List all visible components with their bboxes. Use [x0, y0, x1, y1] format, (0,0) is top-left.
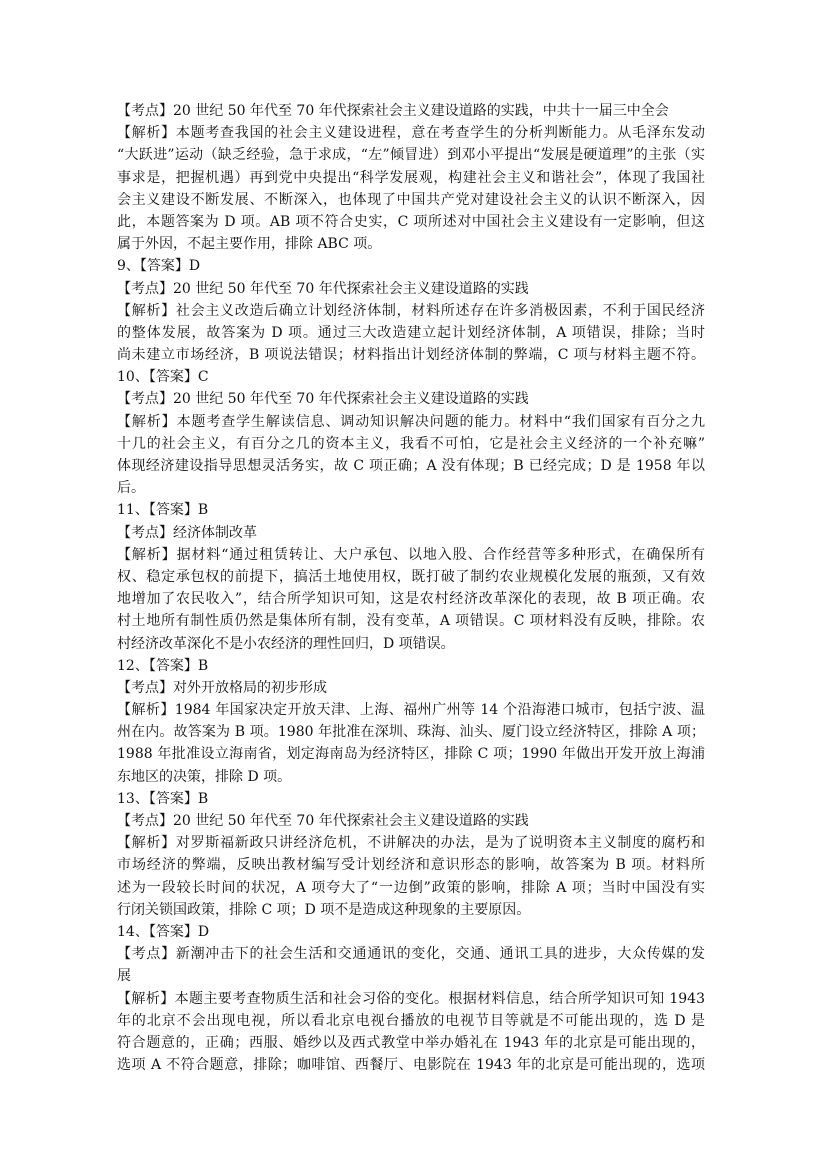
text-line: 9、【答案】D [117, 258, 201, 275]
text-line: 会主义建设不断发展、不断深入，也体现了中国共产党对建设社会主义的认识不断深入，因 [117, 191, 705, 208]
text-line: 行闭关锁国政策，排除 C 项；D 项不是造成这种现象的主要原因。 [117, 901, 531, 918]
text-line: 展 [117, 968, 131, 985]
text-line: 【解析】据材料“通过租赁转让、大户承包、以地入股、合作经营等多种形式，在确保所有 [117, 546, 705, 563]
text-line: 年的北京不会出现电视，所以看北京电视台播放的电视节目等就是不可能出现的，选 D 是 [117, 1012, 705, 1029]
text-line: 【解析】社会主义改造后确立计划经济体制，材料所述存在许多消极因素，不利于国民经济 [117, 302, 705, 319]
text-line: 选项 A 不符合题意，排除；咖啡馆、西餐厅、电影院在 1943 年的北京是可能出现的，选项 [117, 1057, 705, 1074]
document-body [117, 100, 705, 1076]
text-line: “大跃进”运动（缺乏经验，急于求成，“左”倾冒进）到邓小平提出“发展是硬道理”的主张（实 [117, 147, 705, 164]
text-line: 权、稳定承包权的前提下，搞活土地使用权，既打破了制约农业规模化发展的瓶颈，又有效 [117, 568, 705, 585]
text-line: 【解析】本题考查我国的社会主义建设进程，意在考查学生的分析判断能力。从毛泽东发动 [117, 125, 705, 142]
text-line: 此，本题答案为 D 项。AB 项不符合史实，C 项所述对中国社会主义建设有一定影响，但这 [117, 213, 705, 230]
text-line: 【解析】本题主要考查物质生活和社会习俗的变化。根据材料信息，结合所学知识可知 1943 [117, 990, 705, 1007]
text-line: 属于外因，不起主要作用，排除 ABC 项。 [117, 236, 382, 253]
text-line: 地增加了农民收入”，结合所学知识可知，这是农村经济改革深化的表现，故 B 项正确。农 [117, 591, 705, 608]
text-line: 体现经济建设指导思想灵活务实，故 C 项正确；A 没有体现；B 已经完成；D 是 1958 年以 [117, 458, 705, 474]
text-line: 【解析】对罗斯福新政只讲经济危机，不讲解决的办法，是为了说明资本主义制度的腐朽和 [117, 835, 705, 852]
text-line: 东地区的决策，排除 D 项。 [117, 768, 292, 785]
text-line: 十几的社会主义，有百分之几的资本主义，我看不可怕，它是社会主义经济的一个补充嘛” [117, 435, 705, 452]
text-line: 述为一段较长时间的状况，A 项夸大了“一边倒”政策的影响，排除 A 项；当时中国没有实 [117, 879, 705, 896]
text-line: 【考点】新潮冲击下的社会生活和交通通讯的变化，交通、通讯工具的进步，大众传媒的发 [117, 946, 705, 963]
text-line: 【解析】本题考查学生解读信息、调动知识解决问题的能力。材料中“我们国家有百分之九 [117, 413, 705, 430]
text-line: 【考点】对外开放格局的初步形成 [117, 679, 327, 696]
text-line: 【考点】20 世纪 50 年代至 70 年代探索社会主义建设道路的实践 [117, 813, 529, 829]
text-line: 11、【答案】B [117, 502, 209, 519]
text-line: 【考点】20 世纪 50 年代至 70 年代探索社会主义建设道路的实践，中共十一届三中全会 [117, 103, 669, 119]
text-line: 州在内。故答案为 B 项。1980 年批准在深圳、珠海、汕头、厦门设立经济特区，排除 A 项； [117, 724, 705, 741]
text-line: 【考点】经济体制改革 [117, 524, 257, 541]
text-line: 的整体发展，故答案为 D 项。通过三大改造建立起计划经济体制，A 项错误，排除；当时 [117, 324, 705, 341]
text-line: 10、【答案】C [117, 369, 209, 386]
text-line: 符合题意的，正确；西服、婚纱以及西式教堂中举办婚礼在 1943 年的北京是可能出现的， [117, 1034, 705, 1051]
text-line: 【考点】20 世纪 50 年代至 70 年代探索社会主义建设道路的实践 [117, 280, 529, 297]
text-line: 【解析】1984 年国家决定开放天津、上海、福州广州等 14 个沿海港口城市，包括宁波、温 [117, 702, 705, 719]
text-line: 尚未建立市场经济，B 项说法错误；材料指出计划经济体制的弊端，C 项与材料主题不符。 [117, 347, 705, 364]
text-line: 14、【答案】D [117, 923, 210, 940]
text-line: 后。 [117, 480, 145, 497]
text-line: 村经济改革深化不是小农经济的理性回归，D 项错误。 [117, 635, 455, 652]
text-line: 事求是，把握机遇）再到党中央提出“科学发展观，构建社会主义和谐社会”，体现了我国社 [117, 169, 705, 186]
text-line: 市场经济的弊端，反映出教材编写受计划经济和意识形态的影响，故答案为 B 项。材料所 [117, 857, 705, 874]
text-line: 12、【答案】B [117, 657, 209, 674]
text-line: 村土地所有制性质仍然是集体所有制，没有变革，A 项错误。C 项材料没有反映，排除。农 [117, 613, 705, 630]
text-line: 1988 年批准设立海南省，划定海南岛为经济特区，排除 C 项；1990 年做出开发开放上海浦 [117, 746, 705, 763]
text-line: 【考点】20 世纪 50 年代至 70 年代探索社会主义建设道路的实践 [117, 391, 529, 408]
text-line: 13、【答案】B [117, 790, 209, 807]
